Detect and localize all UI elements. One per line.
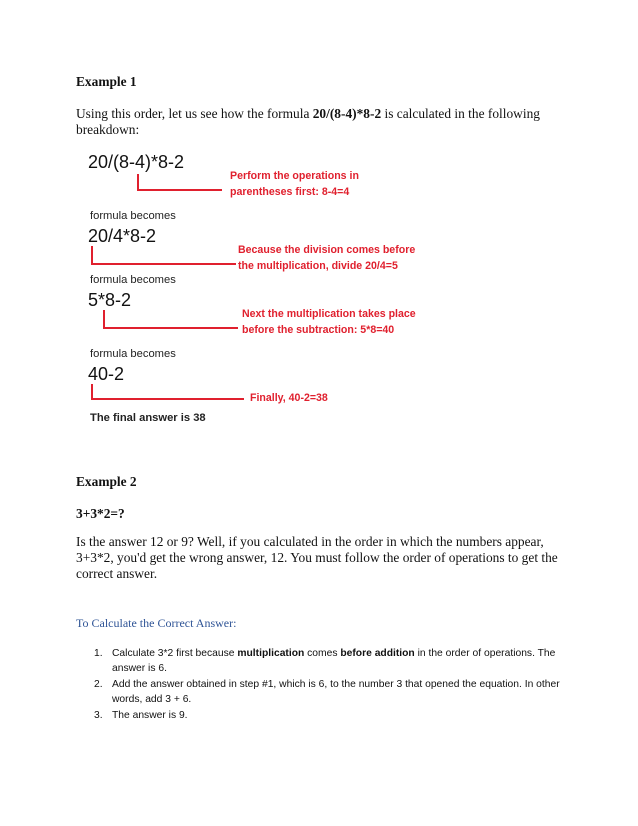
note-4: Finally, 40-2=38 [250, 392, 328, 404]
formula-step-4: 40-2 [88, 364, 125, 384]
note-2-line-1: Because the division comes before [238, 244, 416, 256]
note-3 [242, 306, 416, 338]
formula-step-1: 20/(8-4)*8-2 [88, 152, 185, 172]
steps-list [94, 646, 574, 724]
note-2-line-2: the multiplication, divide 20/4=5 [238, 260, 398, 272]
step-1-text-e: in the order of operations. The answer is 6. [112, 648, 556, 674]
final-answer: The final answer is 38 [90, 412, 206, 424]
intro-pre: Using this order, let us see how the formula [76, 106, 313, 121]
correct-answer-heading: To Calculate the Correct Answer: [76, 616, 237, 630]
step-1-text-c: comes [304, 648, 341, 659]
note-1-line-1: Perform the operations in [230, 170, 359, 182]
list-item [94, 708, 574, 723]
step-1-text-a: Calculate 3*2 first because [112, 648, 238, 659]
step-1-bold-before-addition: before addition [340, 648, 415, 659]
arrow-4 [92, 384, 244, 399]
note-2 [238, 242, 415, 274]
step-2-text: Add the answer obtained in step #1, which is 6, to the number 3 that opened the equation. In other words, add 3 + 6. [112, 679, 560, 705]
note-3-line-2: before the subtraction: 5*8=40 [242, 324, 395, 336]
intro-formula: 20/(8-4)*8-2 [312, 106, 382, 121]
formula-becomes-2: formula becomes [90, 274, 176, 286]
note-1-line-2: parentheses first: 8-4=4 [230, 186, 350, 198]
step-number: 3. [94, 710, 103, 721]
arrow-3 [104, 310, 238, 328]
example-1-intro [76, 106, 556, 138]
arrow-1 [138, 174, 222, 190]
note-3-line-1: Next the multiplication takes place [242, 308, 416, 320]
step-3-text: The answer is 9. [112, 710, 188, 721]
intro-post: is calculated in the following breakdown: [76, 106, 540, 137]
list-item [94, 677, 574, 707]
step-number: 1. [94, 648, 103, 659]
example-2-paragraph: Is the answer 12 or 9? Well, if you calculated in the order in which the numbers appear, 3+3*2, you'd get the wrong answer, 12. You must follow the order of operations to get the correct answer. [76, 534, 558, 581]
example-1-heading: Example 1 [76, 74, 137, 89]
formula-becomes-1: formula becomes [90, 210, 176, 222]
example-2-heading: Example 2 [76, 474, 137, 489]
list-item [94, 646, 574, 676]
formula-step-2: 20/4*8-2 [88, 226, 157, 246]
example-2-question: 3+3*2=? [76, 506, 125, 521]
order-of-operations-figure [86, 148, 426, 438]
formula-becomes-3: formula becomes [90, 348, 176, 360]
step-number: 2. [94, 679, 103, 690]
arrow-2 [92, 246, 236, 264]
step-1-bold-multiplication: multiplication [237, 648, 305, 659]
note-1 [230, 168, 359, 200]
formula-step-3: 5*8-2 [88, 290, 132, 310]
